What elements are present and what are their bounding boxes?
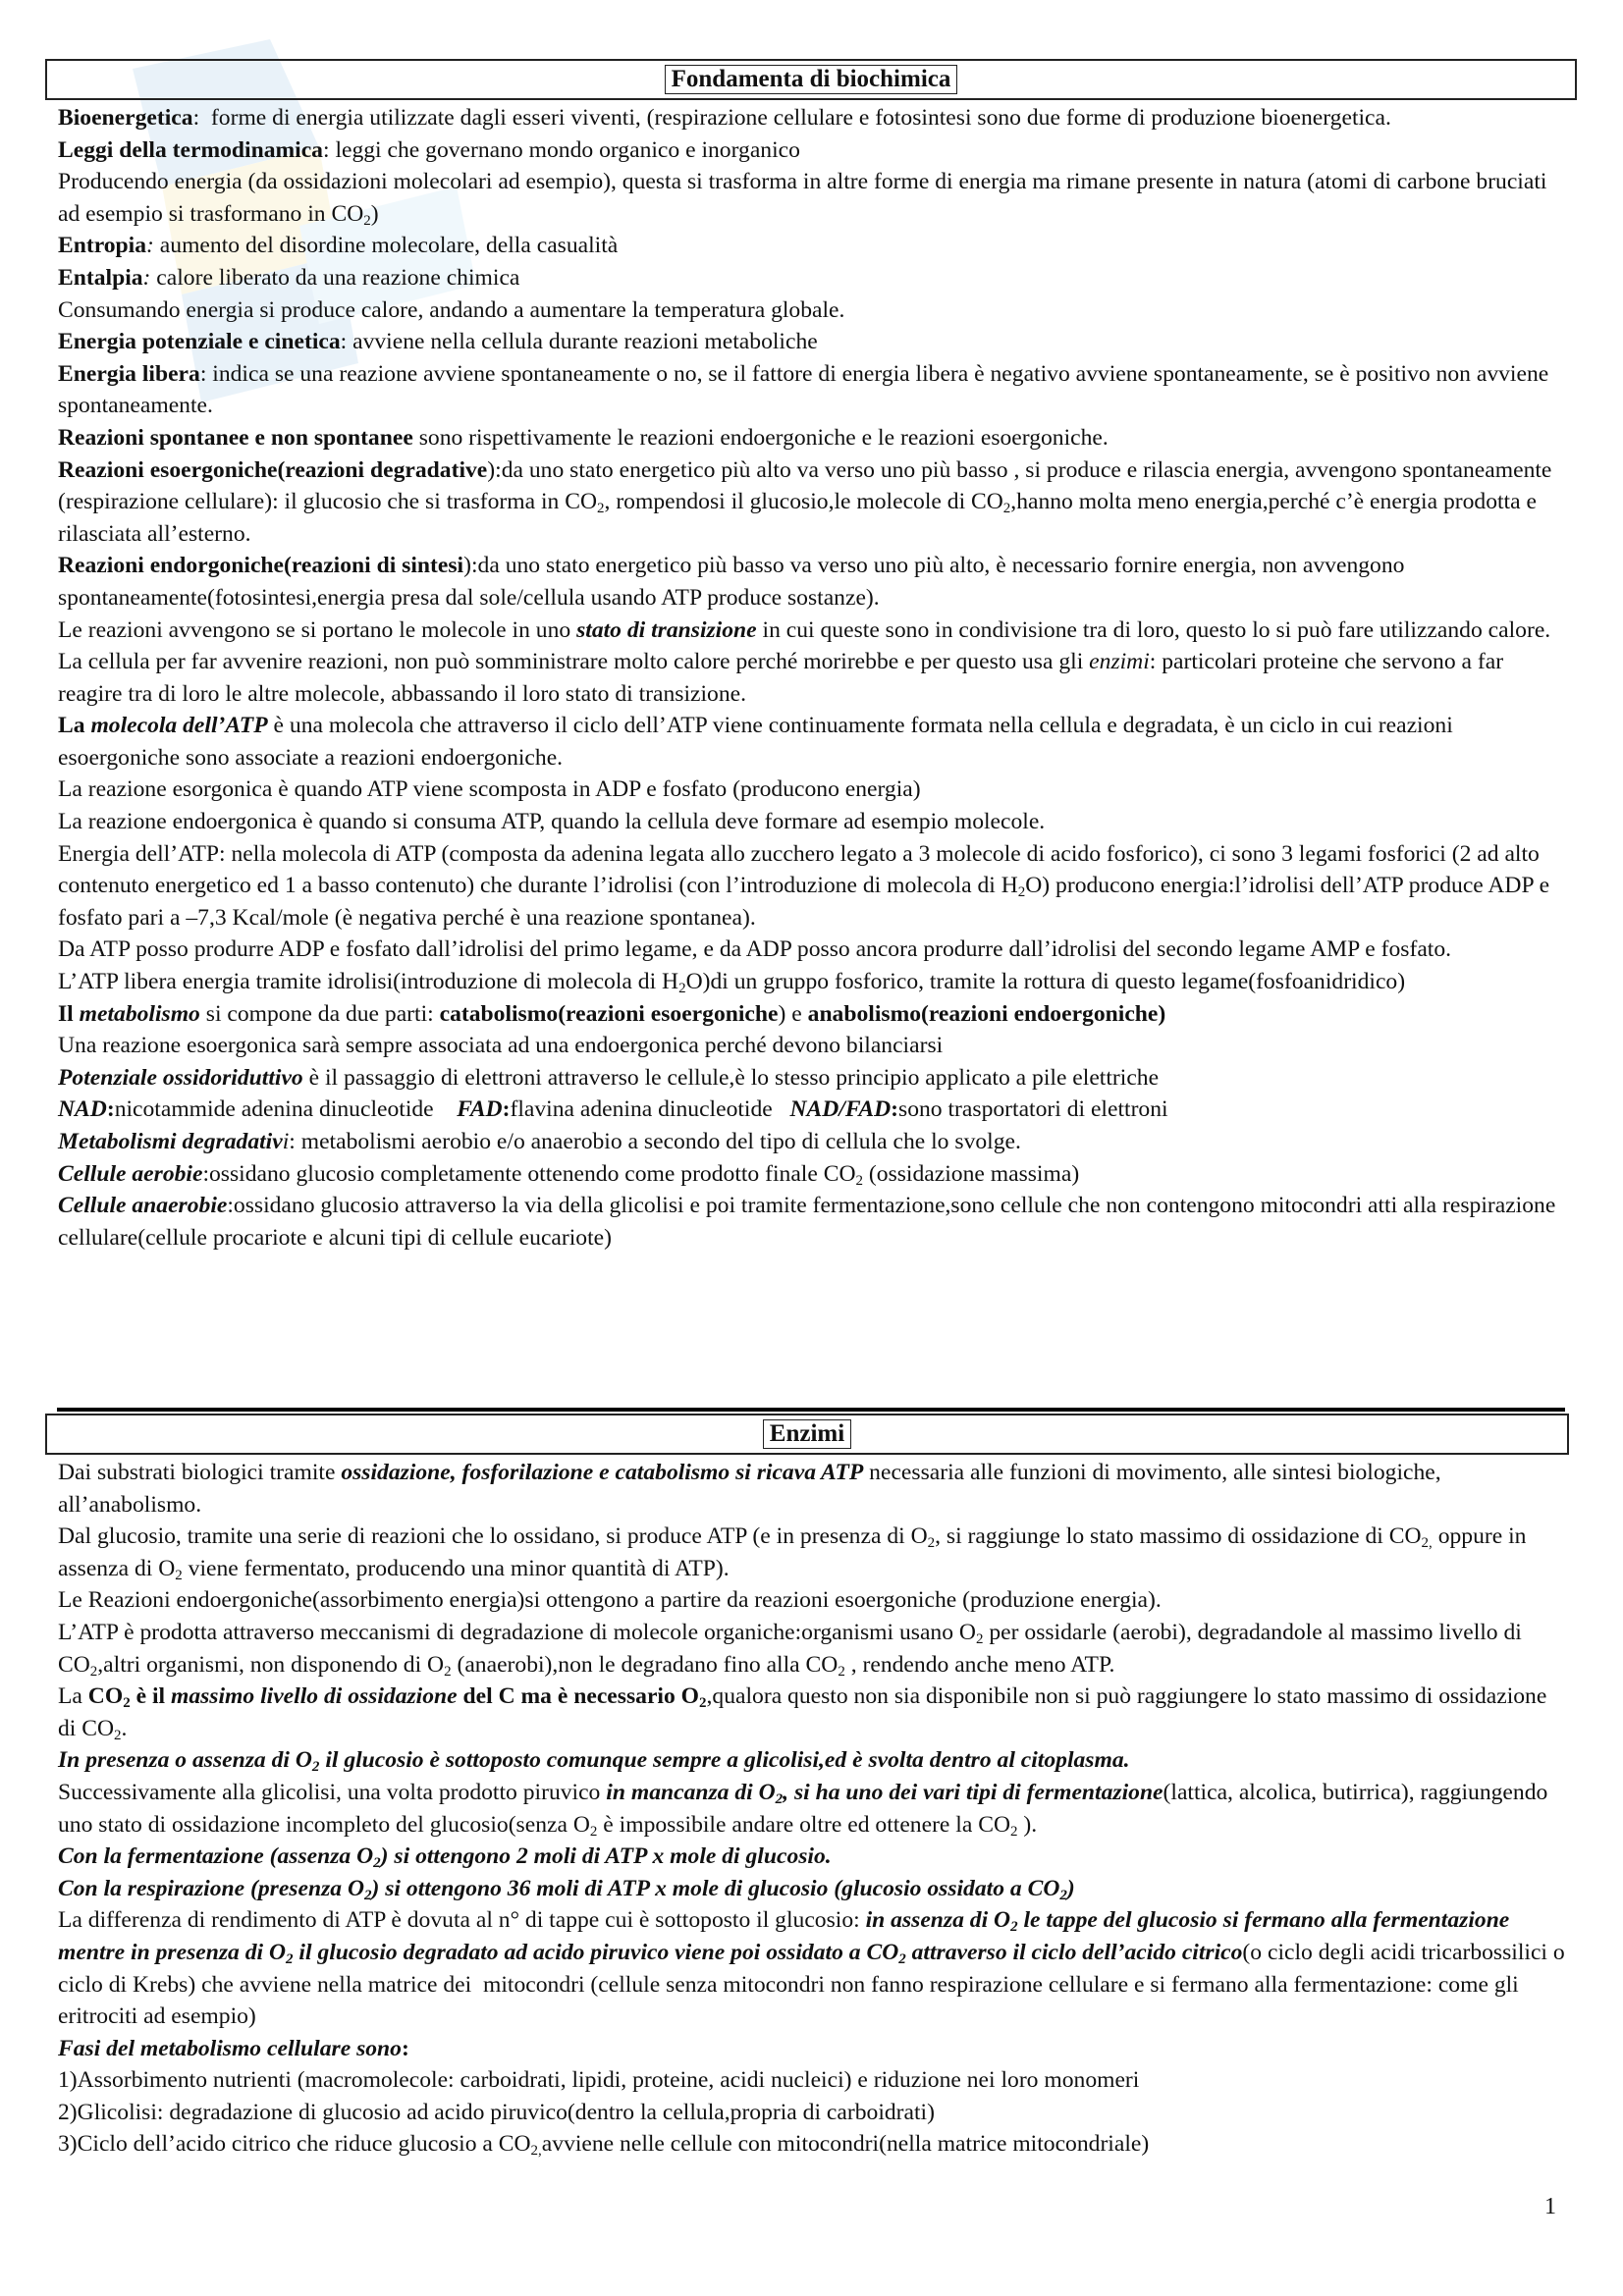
text-run: ossidazione, fosforilazione e catabolismo si ricava ATP	[341, 1460, 864, 1485]
text-run: CO	[87, 1683, 124, 1710]
text-run: La differenza di rendimento di ATP è dovuta al n° di tappe cui è sottoposto il glucosio:	[58, 1907, 866, 1934]
text-run: in mancanza di O	[606, 1779, 776, 1805]
paragraph	[58, 1030, 1570, 1062]
paragraph	[58, 1126, 1570, 1158]
paragraph	[58, 1617, 1570, 1681]
text-run: il glucosio degradato ad acido piruvico viene poi ossidato a CO	[293, 1939, 899, 1965]
text-run: Dai substrati biologici tramite	[58, 1460, 342, 1485]
paragraph	[58, 1584, 1570, 1617]
text-run: per ossidarle (aerobi), degradandole al massimo livello di CO	[58, 1619, 1528, 1678]
text-run: ,hanno molta meno energia,perché c’è energia prodotta e rilasciata all’esterno.	[58, 489, 1542, 547]
paragraph	[58, 454, 1570, 551]
subscript-text: 2	[855, 1172, 864, 1189]
paragraph	[58, 966, 1570, 998]
paragraph	[58, 550, 1570, 614]
page-number: 1	[1544, 2194, 1556, 2219]
text-run: sono rispettivamente le reazioni endoergoniche e le reazioni esoergoniche.	[412, 424, 1109, 451]
paragraph	[58, 262, 1570, 294]
subscript-text: 2	[373, 1855, 381, 1872]
text-run: ):da uno stato energetico più basso va verso uno più alto, è necessario fornire energia, non avvengono spontaneamente(fotosintesi,energia presa dal sole/cellula usando ATP produce sostanze).	[58, 553, 1411, 611]
text-run: :	[401, 2035, 409, 2061]
text-run: calore liberato da una reazione chimica	[150, 264, 520, 291]
text-run: metabolismo	[79, 1000, 200, 1027]
section-fondamenta-text	[58, 102, 1570, 1254]
subscript-text: 2	[311, 1759, 320, 1776]
text-run: La cellula per far avvenire reazioni, non può somministrare molto calore perché morirebbe e per questo usa gli	[58, 649, 1090, 675]
text-run: Consumando energia si produce calore, andando a aumentare la temperatura globale.	[58, 296, 845, 323]
text-run: enzimi	[1089, 649, 1150, 675]
paragraph	[58, 102, 1570, 134]
text-run: : avviene nella cellula durante reazioni metaboliche	[340, 329, 818, 355]
text-run: Potenziale ossidoriduttivo	[58, 1064, 303, 1091]
paragraph	[58, 326, 1570, 358]
paragraph	[58, 1681, 1570, 1744]
text-run: flavina adenina dinucleotide	[510, 1096, 790, 1123]
paragraph	[58, 166, 1570, 230]
subscript-text: 2	[678, 981, 686, 997]
section-enzimi-text	[58, 1457, 1570, 2161]
text-run: In presenza o assenza di O	[58, 1747, 312, 1774]
subscript-text: 2	[1059, 1887, 1067, 1903]
text-run: La	[58, 713, 91, 739]
text-run: Entalpia	[58, 264, 143, 291]
text-run: NAD	[58, 1096, 107, 1123]
text-run: Reazioni esoergoniche(reazioni degradative	[58, 456, 488, 483]
text-run: Fasi del metabolismo cellulare sono	[58, 2035, 402, 2061]
text-run: (o ciclo degli acidi tricarbossilici o ciclo di Krebs) che avviene nella matrice dei mitocondri (cellule senza mitocondri non fanno respirazione cellulare e si fermano alla fermentazione: come gli eritrociti ad esempio)	[58, 1939, 1571, 2030]
text-run: O)di un gruppo fosforico, tramite la rottura di questo legame(fosfoanidridico)	[685, 969, 1406, 995]
text-run: ) si ottengono 2 moli di ATP x mole di glucosio.	[380, 1843, 832, 1870]
paragraph	[58, 134, 1570, 167]
paragraph	[58, 614, 1570, 647]
text-run: )	[1066, 1875, 1075, 1901]
text-run: attraverso il ciclo dell’acido citrico	[905, 1939, 1243, 1965]
text-run: 3)Ciclo dell’acido citrico che riduce glucosio a CO	[58, 2131, 531, 2158]
subscript-text: 2	[927, 1535, 936, 1552]
paragraph	[58, 2033, 1570, 2065]
section-title: Enzimi	[763, 1419, 851, 1449]
text-run: necessaria alle funzioni di movimento, alle sintesi biologiche, all’anabolismo.	[58, 1460, 1447, 1518]
text-run: Metabolismi degradativ	[58, 1129, 283, 1154]
subscript-text: 2	[775, 1790, 784, 1807]
paragraph	[58, 1521, 1570, 1584]
text-run: Energia dell’ATP: nella molecola di ATP (composta da adenina legata allo zucchero legato a 3 molecole di acido fosforico), ci sono 3 legami fosforici (2 ad alto contenuto energetico ed 1 a basso contenuto) che durante l’idrolisi (con l’introduzione di molecola di H	[58, 840, 1545, 899]
text-run: :	[891, 1096, 899, 1123]
paragraph	[58, 998, 1570, 1031]
text-run: L’ATP è prodotta attraverso meccanismi di degradazione di molecole organiche:organismi usano O	[58, 1619, 976, 1645]
subscript-text: 2	[898, 1950, 906, 1967]
paragraph	[58, 294, 1570, 327]
subscript-text: 2	[838, 1663, 845, 1680]
text-run: :	[502, 1096, 511, 1123]
text-run: del C ma è necessario O	[457, 1683, 700, 1710]
paragraph	[58, 646, 1570, 710]
subscript-text: 2	[589, 1823, 598, 1840]
text-run: il glucosio è sottoposto comunque sempre a glicolisi,ed è svolta dentro al citoplasma.	[319, 1747, 1130, 1774]
text-run: è il passaggio di elettroni attraverso le cellule,è lo stesso principio applicato a pile elettriche	[302, 1064, 1160, 1091]
text-run: Entropia	[58, 233, 147, 259]
text-run: Le reazioni avvengono se si portano le molecole in uno	[58, 616, 577, 643]
text-run: oppure in assenza di O	[58, 1523, 1533, 1581]
text-run: : leggi che governano mondo organico e inorganico	[322, 136, 800, 163]
text-run: ) e	[778, 1000, 808, 1027]
text-run: è impossibile andare oltre ed ottenere la CO	[597, 1811, 1010, 1838]
text-run: Cellule anaerobie	[58, 1193, 228, 1219]
text-run: in assenza di O	[865, 1907, 1011, 1934]
paragraph	[58, 1158, 1570, 1191]
subscript-text: 2	[1010, 1919, 1018, 1936]
paragraph	[58, 422, 1570, 454]
text-run: , rompendosi il glucosio,le molecole di CO	[604, 489, 1003, 515]
paragraph	[58, 774, 1570, 806]
text-run: )	[370, 200, 379, 227]
text-run: : metabolismi aerobio e/o anaerobio a secondo del tipo di cellula che lo svolge.	[289, 1129, 1021, 1154]
subscript-text: 2,	[1421, 1535, 1433, 1552]
subscript-text: 2	[114, 1727, 122, 1743]
text-run: anabolismo(reazioni endoergoniche)	[807, 1000, 1166, 1027]
text-run: Dal glucosio, tramite una serie di reazioni che lo ossidano, si produce ATP (e in presenza di O	[58, 1523, 928, 1550]
text-run: 2)Glicolisi: degradazione di glucosio ad acido piruvico(dentro la cellula,propria di carboidrati)	[58, 2099, 935, 2125]
text-run: :	[146, 233, 154, 259]
subscript-text: 2	[1010, 1823, 1018, 1840]
subscript-text: 2	[1017, 884, 1026, 901]
text-run: Con la respirazione (presenza O	[58, 1875, 364, 1901]
text-run: massimo livello di ossidazione	[170, 1683, 458, 1710]
subscript-text: 2	[175, 1567, 183, 1583]
text-run: Producendo energia (da ossidazioni molecolari ad esempio), questa si trasforma in altre forme di energia ma rimane presente in natura (atomi di carbone bruciati ad esempio si trasformano in CO	[58, 169, 1553, 227]
subscript-text: 2	[597, 501, 605, 517]
text-run: viene fermentato, producendo una minor quantità di ATP).	[182, 1555, 730, 1581]
paragraph	[58, 838, 1570, 934]
subscript-text: 2	[1002, 501, 1011, 517]
text-run: sono trasportatori di elettroni	[898, 1096, 1168, 1123]
paragraph	[58, 230, 1570, 262]
text-run: Le Reazioni endoergoniche(assorbimento energia)si ottengono a partire da reazioni esoergoniche (produzione energia).	[58, 1587, 1162, 1614]
text-run: è una molecola che attraverso il ciclo dell’ATP viene continuamente formata nella cellula e degradata, è un ciclo in cui reazioni esoergoniche sono associate a reazioni endoergoniche.	[58, 713, 1459, 771]
paragraph	[58, 1744, 1570, 1777]
text-run: :	[142, 264, 151, 291]
section-divider	[57, 1408, 1565, 1412]
text-run: (ossidazione massima)	[863, 1160, 1080, 1187]
text-run: .	[121, 1715, 128, 1741]
text-run: ):da uno stato energetico più alto va verso uno più basso , si produce e rilascia energia, avvengono spontaneamente (respirazione cellulare): il glucosio che si trasforma in CO	[58, 456, 1558, 515]
text-run: , si ha uno dei vari tipi di fermentazione	[783, 1779, 1163, 1805]
text-run: catabolismo(reazioni esoergoniche	[439, 1000, 779, 1027]
text-run: FAD	[457, 1096, 503, 1123]
text-run: Successivamente alla glicolisi, una volta prodotto piruvico	[58, 1779, 607, 1805]
text-run: (lattica, alcolica, butirrica), raggiungendo uno stato di ossidazione incompleto del glucosio(senza O	[58, 1779, 1554, 1838]
text-run: ) si ottengono 36 moli di ATP x mole di glucosio (glucosio ossidato a CO	[371, 1875, 1060, 1901]
text-run: , si raggiunge lo stato massimo di ossidazione di CO	[935, 1523, 1422, 1550]
text-run: :ossidano glucosio attraverso la via della glicolisi e poi tramite fermentazione,sono cellule che non contengono mitocondri atti alla respirazione cellulare(cellule procariote e alcuni tipi di cellule eucariote)	[58, 1193, 1562, 1251]
text-run: nicotammide adenina dinucleotide	[114, 1096, 458, 1123]
text-run: molecola dell’ATP	[90, 713, 268, 739]
text-run: ,qualora questo non sia disponibile non si può raggiungere lo stato massimo di ossidazione di CO	[58, 1683, 1553, 1741]
text-run: aumento del disordine molecolare, della casualità	[153, 233, 619, 259]
text-run: Bioenergetica	[58, 105, 193, 131]
text-run: La reazione endoergonica è quando si consuma ATP, quando la cellula deve formare ad esempio molecole.	[58, 809, 1046, 835]
text-run: si compone da due parti:	[199, 1000, 440, 1027]
paragraph	[58, 1094, 1570, 1126]
text-run: L’ATP libera energia tramite idrolisi(introduzione di molecola di H	[58, 969, 679, 995]
section-title-box	[45, 1414, 1569, 1455]
subscript-text: 2	[444, 1663, 452, 1680]
paragraph	[58, 2064, 1570, 2097]
text-run: Il	[58, 1000, 80, 1027]
text-run: Con la fermentazione (assenza O	[58, 1843, 374, 1870]
text-run: i	[282, 1129, 290, 1154]
text-run: Leggi della termodinamica	[58, 136, 323, 163]
paragraph	[58, 2097, 1570, 2129]
section-title-box	[45, 59, 1577, 100]
text-run: :ossidano glucosio completamente ottenendo come prodotto finale CO	[202, 1160, 856, 1187]
text-run: : forme di energia utilizzate dagli esseri viventi, (respirazione cellulare e fotosintesi sono due forme di produzione bioenergetica.	[192, 105, 1391, 131]
subscript-text: 2	[699, 1695, 707, 1712]
subscript-text: 2	[363, 212, 371, 229]
text-run: stato di transizione	[576, 616, 757, 643]
text-run: 1)Assorbimento nutrienti (macromolecole: carboidrati, lipidi, proteine, acidi nucleici) e riduzione nei loro monomeri	[58, 2067, 1140, 2094]
text-run: : particolari proteine che servono a far reagire tra di loro le altre molecole, abbassando il loro stato di transizione.	[58, 649, 1509, 707]
text-run: , rendendo anche meno ATP.	[844, 1651, 1115, 1678]
paragraph	[58, 1873, 1570, 1905]
text-run: Cellule aerobie	[58, 1160, 203, 1187]
text-run: Una reazione esoergonica sarà sempre associata ad una endoergonica perché devono bilanciarsi	[58, 1033, 944, 1059]
text-run: O) producono energia:l’idrolisi dell’ATP produce ADP e fosfato pari a –7,3 Kcal/mole (è negativa perché è una reazione spontanea).	[58, 873, 1555, 931]
text-run: La	[58, 1683, 88, 1710]
text-run: Da ATP posso produrre ADP e fosfato dall’idrolisi del primo legame, e da ADP posso ancora produrre dall’idrolisi del secondo legame AMP e fosfato.	[58, 936, 1452, 963]
paragraph	[58, 934, 1570, 966]
paragraph	[58, 2128, 1570, 2161]
paragraph	[58, 710, 1570, 774]
subscript-text: 2	[286, 1950, 294, 1967]
text-run: avviene nelle cellule con mitocondri(nella matrice mitocondriale)	[541, 2131, 1150, 2158]
text-run: La reazione esorgonica è quando ATP viene scomposta in ADP e fosfato (producono energia)	[58, 776, 921, 803]
text-run: NAD/FAD	[789, 1096, 892, 1123]
text-run: le tappe del glucosio si fermano alla fermentazione mentre in presenza di O	[58, 1907, 1516, 1965]
paragraph	[58, 1190, 1570, 1254]
text-run: in cui queste sono in condivisione tra di loro, questo lo si può fare utilizzando calore.	[756, 616, 1551, 643]
text-run: Reazioni spontanee e non spontanee	[58, 424, 413, 451]
text-run: : indica se una reazione avviene spontaneamente o no, se il fattore di energia libera è negativo avviene spontaneamente, se è positivo non avviene spontaneamente.	[58, 360, 1555, 419]
paragraph	[58, 1841, 1570, 1873]
section-title: Fondamenta di biochimica	[665, 65, 958, 94]
text-run: (anaerobi),non le degradano fino alla CO	[451, 1651, 839, 1678]
text-run: Energia libera	[58, 360, 200, 387]
paragraph	[58, 358, 1570, 422]
paragraph	[58, 1777, 1570, 1841]
subscript-text: 2	[89, 1663, 98, 1680]
paragraph	[58, 1062, 1570, 1095]
text-run: ).	[1017, 1811, 1038, 1838]
paragraph	[58, 1904, 1570, 2032]
subscript-text: 2,	[530, 2143, 542, 2160]
text-run: ,altri organismi, non disponendo di O	[97, 1651, 445, 1678]
subscript-text: 2	[123, 1695, 131, 1712]
subscript-text: 2	[975, 1630, 984, 1647]
text-run: :	[106, 1096, 115, 1123]
text-run: Reazioni endorgoniche(reazioni di sintesi	[58, 553, 464, 579]
paragraph	[58, 1457, 1570, 1521]
text-run: Energia potenziale e cinetica	[58, 329, 341, 355]
subscript-text: 2	[364, 1887, 372, 1903]
text-run: è il	[130, 1683, 171, 1710]
paragraph	[58, 806, 1570, 838]
